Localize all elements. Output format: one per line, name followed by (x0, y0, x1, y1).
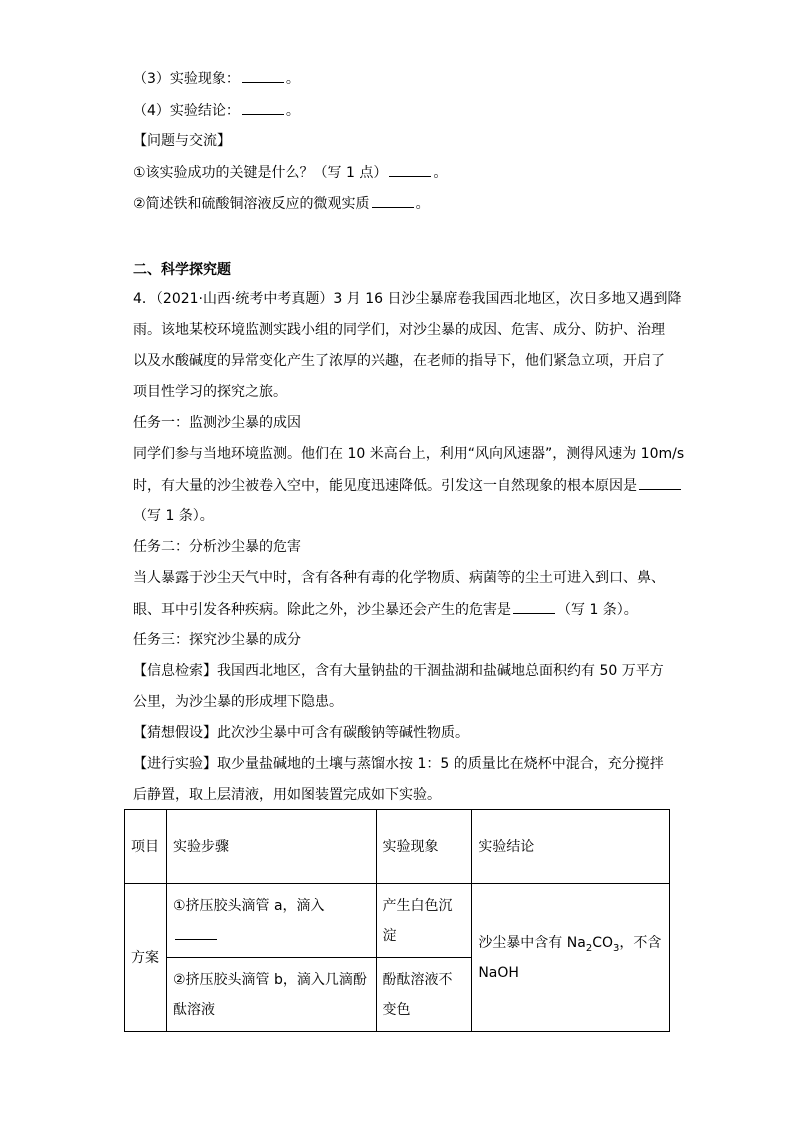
table-row-1 (125, 884, 670, 958)
observation-1: 产生白色沉淀 (376, 884, 472, 958)
task-2-line-1: 当人暴露于沙尘天气中时，含有各种有毒的化学物质、病菌等的尘土可进入到口、鼻、 (133, 570, 665, 586)
q3-text: （3）实验现象： (133, 71, 240, 87)
answer-blank[interactable] (389, 162, 431, 177)
conclusion-cell (472, 884, 670, 1032)
info-line-2: 公里，为沙尘暴的形成埋下隐患。 (133, 694, 343, 710)
task-2-heading: 任务二：分析沙尘暴的危害 (133, 539, 301, 555)
conclusion-part-c: ，不含 NaOH (478, 934, 662, 981)
p4-line-4: 项目性学习的探究之旅。 (133, 384, 287, 400)
guess-line: 【猜想假设】此次沙尘暴中可含有碳酸钠等碱性物质。 (133, 725, 469, 741)
section-heading: 二、科学探究题 (133, 262, 231, 278)
subscript-2: 2 (585, 942, 593, 954)
wenti-heading: 【问题与交流】 (133, 133, 231, 149)
answer-blank[interactable] (175, 925, 217, 940)
question-3 (133, 68, 300, 89)
wenti-2 (133, 193, 430, 214)
wenti-1 (133, 162, 447, 183)
conclusion-part-a: 沙尘暴中含有 Na (478, 934, 586, 951)
period: 。 (433, 165, 448, 181)
p4-line-1: 4．（2021·山西·统考中考真题）3 月 16 日沙尘暴席卷我国西北地区，次日多地又遇到降 (133, 291, 682, 307)
subscript-3: 3 (613, 942, 620, 954)
period: 。 (415, 196, 430, 212)
answer-blank[interactable] (242, 100, 284, 115)
t2-2a-text: 眼、耳中引发各种疾病。除此之外，沙尘暴还会产生的危害是 (133, 602, 511, 618)
observation-2: 酚酞溶液不变色 (376, 958, 472, 1032)
q4-text: （4）实验结论： (133, 103, 240, 119)
row-label-fangan: 方案 (125, 884, 167, 1032)
experiment-line-2: 后静置，取上层清液，用如图装置完成如下实验。 (133, 787, 441, 803)
header-steps: 实验步骤 (166, 810, 376, 884)
t1-2-text: 时，有大量的沙尘被卷入空中，能见度迅速降低。引发这一自然现象的根本原因是 (133, 478, 637, 494)
task-1-heading: 任务一：监测沙尘暴的成因 (133, 415, 301, 431)
answer-blank[interactable] (372, 193, 414, 208)
task-3-heading: 任务三：探究沙尘暴的成分 (133, 632, 301, 648)
header-xiangmu: 项目 (125, 810, 167, 884)
step-2-cell: ②挤压胶头滴管 b，滴入几滴酚酞溶液 (166, 958, 376, 1032)
task-2-line-2 (133, 599, 638, 620)
task-1-line-1: 同学们参与当地环境监测。他们在 10 米高台上，利用“风向风速器”，测得风速为 10m/s (133, 446, 685, 462)
t2-2b-text: （写 1 条）。 (557, 602, 638, 618)
experiment-table (124, 809, 670, 1032)
experiment-line-1: 【进行实验】取少量盐碱地的土壤与蒸馏水按 1：5 的质量比在烧杯中混合，充分搅拌 (133, 756, 664, 772)
period: 。 (285, 103, 300, 119)
p4-line-2: 雨。该地某校环境监测实践小组的同学们，对沙尘暴的成因、危害、成分、防护、治理 (133, 322, 665, 338)
p4-line-3: 以及水酸碱度的异常变化产生了浓厚的兴趣，在老师的指导下，他们紧急立项，开启了 (133, 353, 665, 369)
answer-blank[interactable] (513, 599, 555, 614)
answer-blank[interactable] (242, 68, 284, 83)
w2-text: ②简述铁和硫酸铜溶液反应的微观实质 (133, 196, 370, 212)
conclusion-part-b: CO (592, 934, 613, 951)
task-1-line-2 (133, 475, 683, 496)
table-header-row (125, 810, 670, 884)
header-phenomenon: 实验现象 (376, 810, 472, 884)
answer-blank[interactable] (639, 475, 681, 490)
header-conclusion: 实验结论 (472, 810, 670, 884)
period: 。 (285, 71, 300, 87)
step-1-text: ①挤压胶头滴管 a，滴入 (172, 897, 325, 914)
info-line-1: 【信息检索】我国西北地区，含有大量钠盐的干涸盐湖和盐碱地总面积约有 50 万平方 (133, 663, 664, 679)
task-1-line-3: （写 1 条）。 (133, 508, 214, 524)
w1-text: ①该实验成功的关键是什么？（写 1 点） (133, 165, 388, 181)
question-4 (133, 100, 300, 121)
step-1-cell (166, 884, 376, 958)
